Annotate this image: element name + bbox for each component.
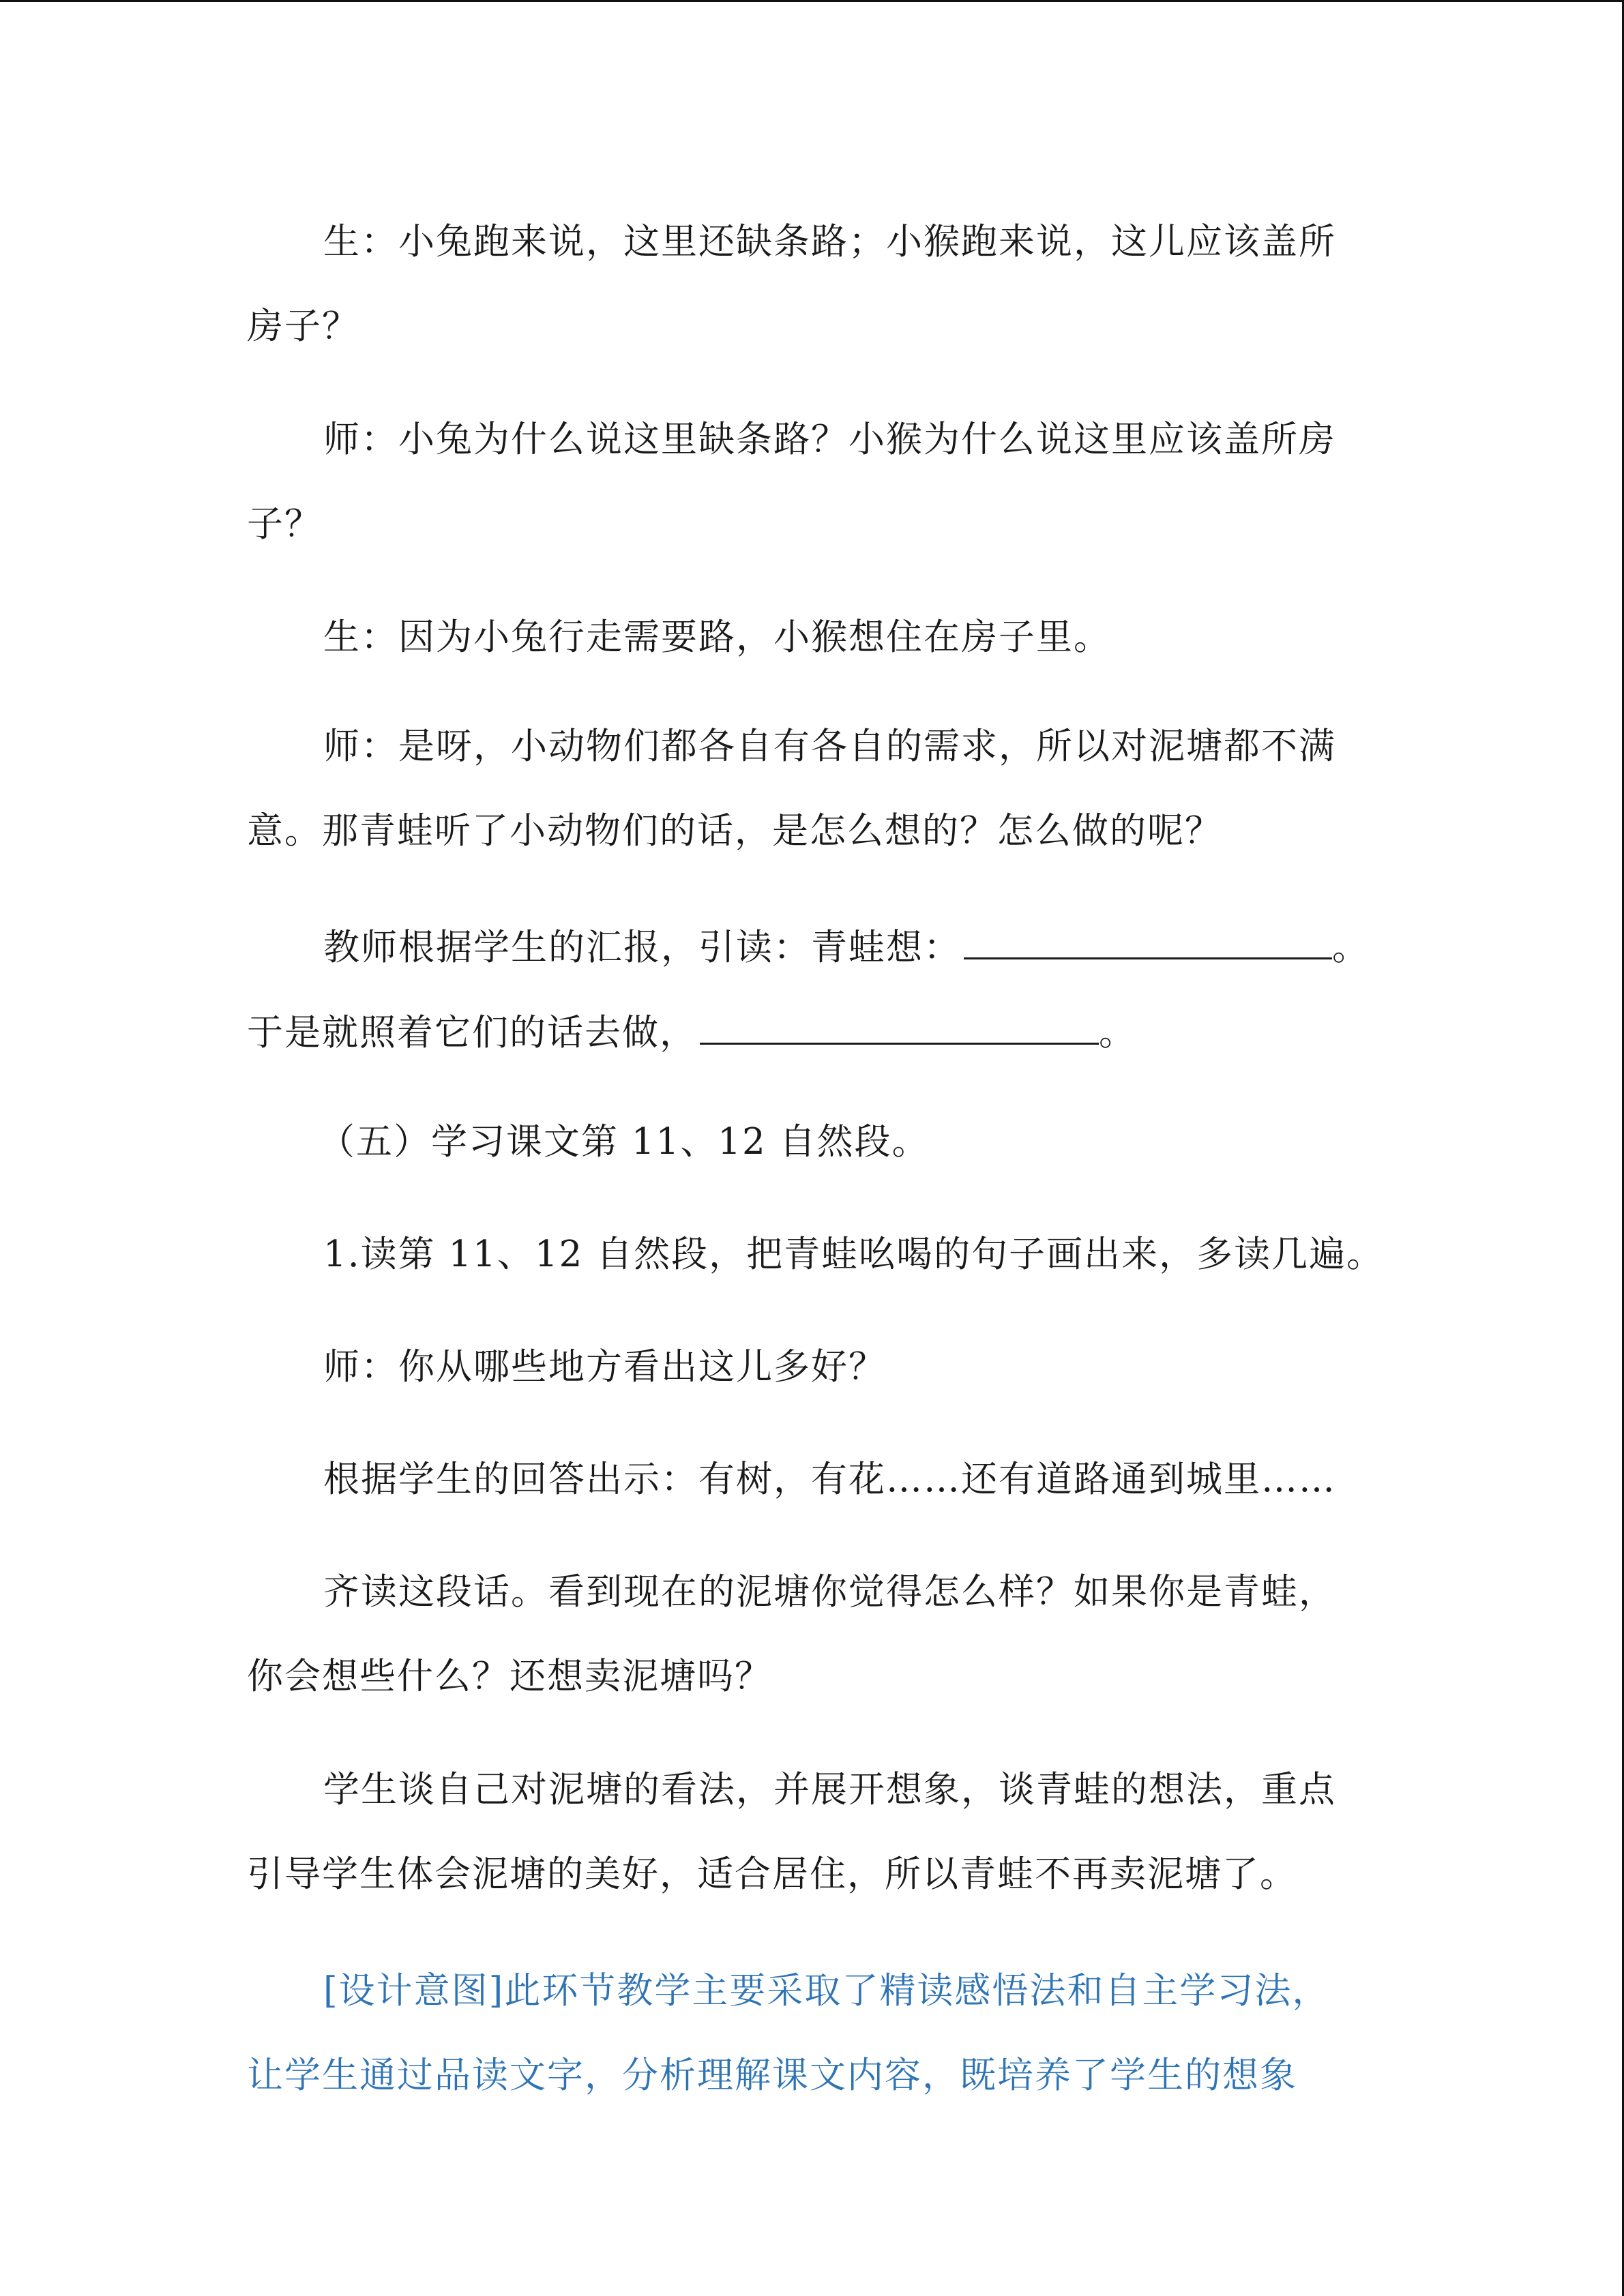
paragraph-teacher-question-2: 师：你从哪些地方看出这儿多好？ bbox=[323, 1346, 886, 1388]
fill-blank-1 bbox=[964, 926, 1332, 959]
paragraph-teacher-question-1: 师：小兔为什么说这里缺条路？小猴为什么说这里应该盖所房子？ bbox=[247, 419, 1336, 545]
section-heading-five: （五）学习课文第 11、12 自然段。 bbox=[319, 1121, 930, 1163]
paragraph-step-1: 1.读第 11、12 自然段，把青蛙吆喝的句子画出来，多读几遍。 bbox=[323, 1234, 1385, 1275]
paragraph-student-answer-2: 生：因为小兔行走需要路，小猴想住在房子里。 bbox=[323, 616, 1111, 658]
paragraph-student-discussion: 学生谈自己对泥塘的看法，并展开想象，谈青蛙的想法，重点引导学生体会泥塘的美好，适合居住，所以青蛙不再卖泥塘了。 bbox=[247, 1769, 1336, 1895]
guided-reading-prompt: 教师根据学生的汇报，引读：青蛙想： bbox=[323, 927, 961, 968]
paragraph-teacher-remark-1: 师：是呀，小动物们都各自有各自的需求，所以对泥塘都不满意。那青蛙听了小动物们的话，是怎么想的？怎么做的呢？ bbox=[247, 726, 1336, 852]
paragraph-read-together: 齐读这段话。看到现在的泥塘你觉得怎么样？如果你是青蛙，你会想些什么？还想卖泥塘吗？ bbox=[247, 1571, 1336, 1697]
guided-reading-period-2: 。 bbox=[1099, 1012, 1136, 1054]
paragraph-guided-reading-line1 bbox=[247, 906, 1370, 990]
paragraph-design-intent: [设计意图]此环节教学主要采取了精读感悟法和自主学习法，让学生通过品读文字，分析理解课文内容，既培养了学生的想象 bbox=[247, 1970, 1330, 2096]
paragraph-student-answer-1: 生：小兔跑来说，这里还缺条路；小猴跑来说，这儿应该盖所房子？ bbox=[247, 221, 1336, 347]
guided-reading-period: 。 bbox=[1332, 927, 1370, 968]
fill-blank-2 bbox=[700, 1011, 1099, 1045]
paragraph-display-answer: 根据学生的回答出示：有树，有花……还有道路通到城里…… bbox=[323, 1459, 1336, 1500]
guided-reading-continuation: 于是就照着它们的话去做， bbox=[247, 1012, 697, 1054]
paragraph-guided-reading-line2 bbox=[247, 991, 1352, 1075]
